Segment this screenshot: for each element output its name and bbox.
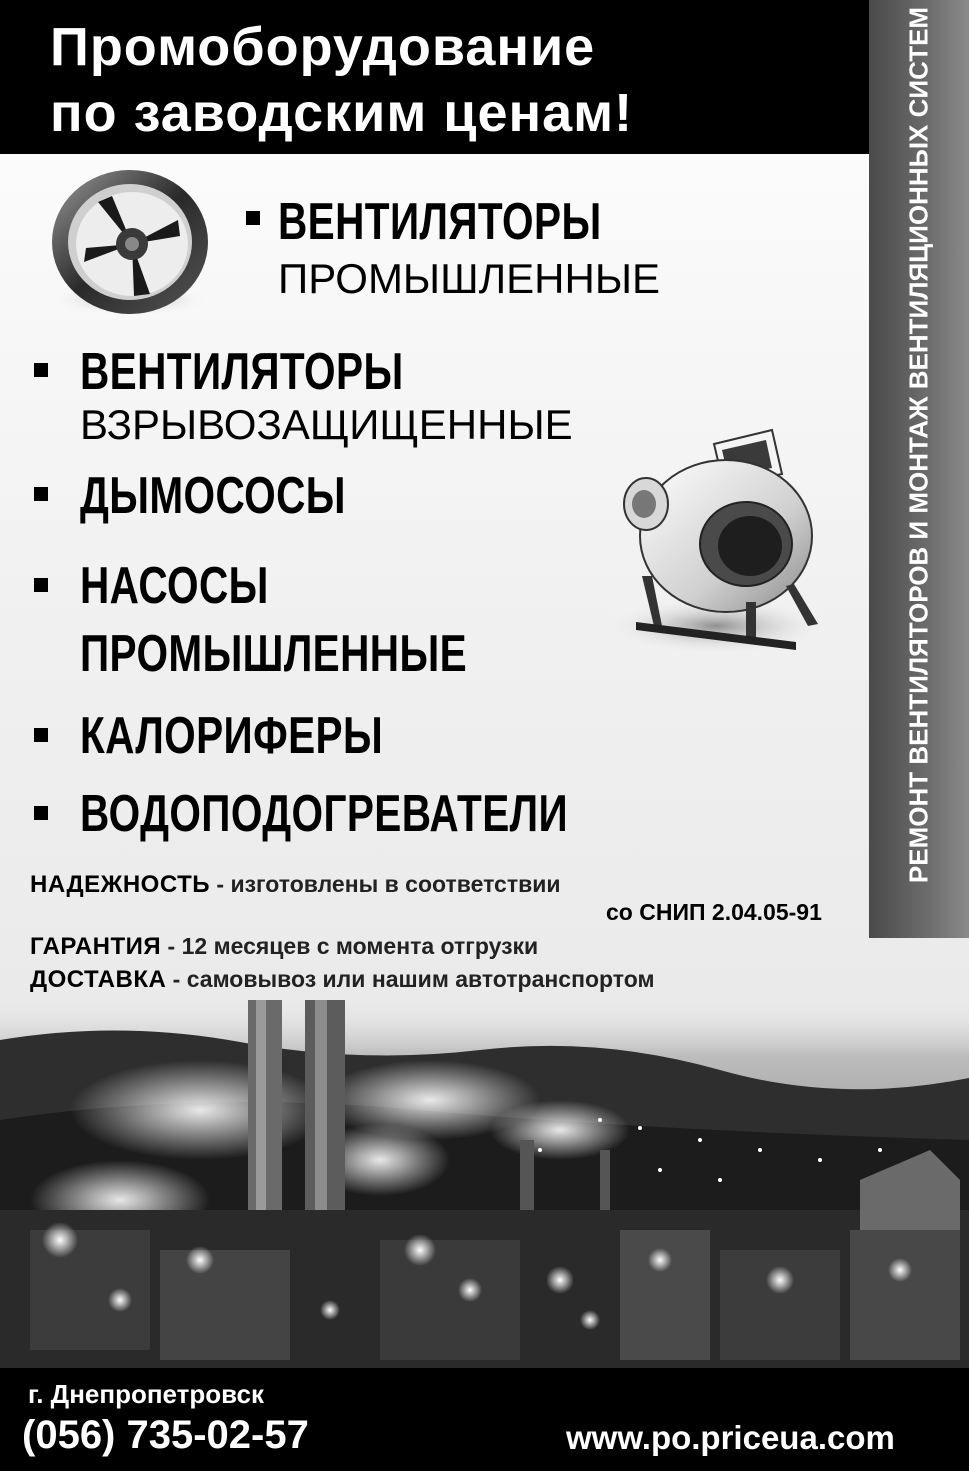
- axial-fan-image: [38, 162, 214, 320]
- centrifugal-fan-image: [596, 426, 830, 658]
- industrial-plant-photo: [0, 1000, 969, 1368]
- product-title-pumps-industrial: ПРОМЫШЛЕННЫЕ: [80, 625, 468, 683]
- bullet-marker: [34, 728, 48, 742]
- side-service-text: РЕМОНТ ВЕНТИЛЯТОРОВ И МОНТАЖ ВЕНТИЛЯЦИОННЫХ СИСТЕМ: [903, 6, 934, 884]
- feature-delivery: [30, 966, 655, 994]
- feature-text-warranty: - 12 месяцев с момента отгрузки: [161, 933, 539, 959]
- product-title-air-heaters: КАЛОРИФЕРЫ: [80, 707, 384, 765]
- feature-snip-standard: со СНИП 2.04.05-91: [606, 899, 822, 925]
- header-title-line1: Промоборудование: [50, 17, 596, 77]
- product-subtitle-explosionproof: ВЗРЫВОЗАЩИЩЕННЫЕ: [80, 401, 573, 448]
- product-title-water-heaters: ВОДОПОДОГРЕВАТЕЛИ: [80, 785, 569, 843]
- bullet-marker: [34, 578, 48, 592]
- header-banner: [0, 0, 869, 154]
- product-title-pumps: НАСОСЫ: [80, 557, 269, 615]
- product-title-fans-industrial: ВЕНТИЛЯТОРЫ: [278, 193, 602, 251]
- footer-city: г. Днепропетровск: [28, 1379, 264, 1409]
- feature-key-delivery: ДОСТАВКА: [30, 966, 167, 993]
- feature-text-delivery: - самовывоз или нашим автотранспортом: [166, 966, 655, 992]
- footer-phone[interactable]: (056) 735-02-57: [22, 1413, 309, 1457]
- bullet-marker: [34, 363, 48, 377]
- header-title-line2: по заводским ценам!: [50, 83, 634, 143]
- feature-text-reliability: - изготовлены в соответствии: [210, 871, 561, 897]
- bullet-marker: [34, 806, 48, 820]
- feature-reliability: [30, 871, 561, 899]
- feature-warranty: [30, 933, 538, 961]
- product-subtitle-industrial: ПРОМЫШЛЕННЫЕ: [278, 255, 661, 302]
- feature-key-reliability: НАДЕЖНОСТЬ: [30, 871, 210, 898]
- product-title-fans-explosionproof: ВЕНТИЛЯТОРЫ: [80, 343, 404, 401]
- bullet-marker: [246, 211, 260, 225]
- product-title-smoke-exhausters: ДЫМОСОСЫ: [80, 467, 346, 525]
- footer-website-link[interactable]: www.po.priceua.com: [566, 1419, 895, 1456]
- feature-key-warranty: ГАРАНТИЯ: [30, 933, 162, 960]
- bullet-marker: [34, 487, 48, 501]
